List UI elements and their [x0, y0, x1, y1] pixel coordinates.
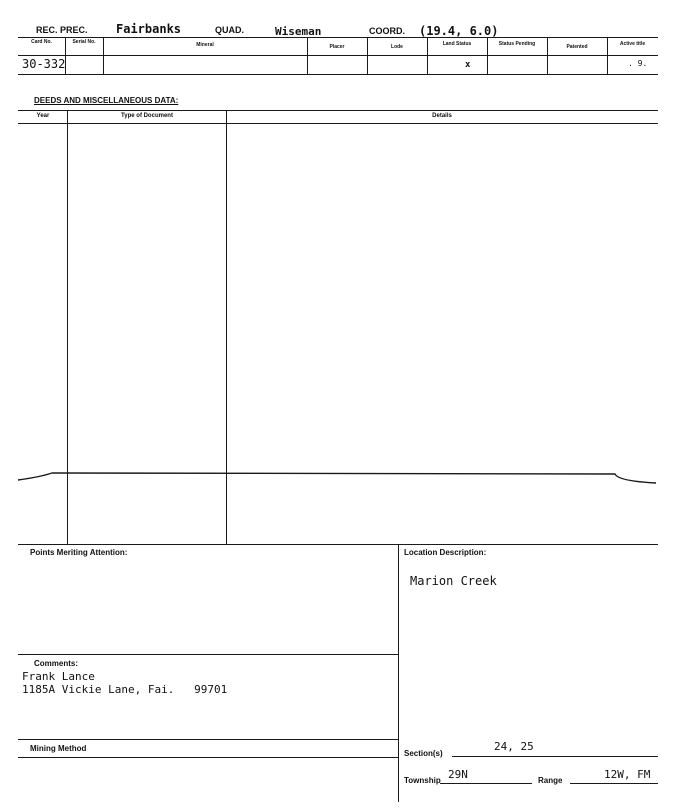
header-bottom-rule: [18, 74, 658, 75]
mining-label: Mining Method: [30, 744, 87, 753]
comments-line-1: Frank Lance: [22, 670, 95, 683]
col-mineral: Mineral: [196, 42, 214, 48]
rec-prec-value: Fairbanks: [116, 22, 182, 36]
mining-top-rule: [18, 739, 398, 740]
col-serial-no: Serial No.: [72, 39, 96, 45]
mining-bottom-rule: [18, 757, 398, 758]
comments-label: Comments:: [34, 659, 79, 668]
col-year: Year: [36, 113, 50, 119]
col-active-title: Active title: [619, 41, 646, 47]
township-value: 29N: [448, 768, 468, 781]
header-mid-rule: [18, 55, 658, 56]
col-card-no: Card No.: [31, 39, 52, 45]
quad-label: QUAD.: [215, 25, 244, 35]
location-label: Location Description:: [404, 548, 487, 557]
coord-value: (19.4, 6.0): [419, 24, 499, 38]
header-divider: [367, 37, 368, 74]
active-title-value: . 9.: [628, 59, 648, 68]
col-type-of-document: Type of Document: [121, 113, 173, 119]
col-placer: Placer: [329, 44, 345, 50]
bottom-divider: [398, 544, 399, 802]
deeds-top-rule: [18, 110, 658, 111]
rec-prec-label: REC. PREC.: [36, 25, 88, 35]
comments-line-2: 1185A Vickie Lane, Fai. 99701: [22, 683, 228, 696]
deeds-section-title: DEEDS AND MISCELLANEOUS DATA:: [34, 96, 179, 105]
township-label: Township: [404, 776, 441, 785]
range-value: 12W, FM: [604, 768, 651, 781]
range-label: Range: [538, 776, 563, 785]
col-status-pending: Status Pending: [498, 41, 536, 47]
points-label: Points Meriting Attention:: [30, 548, 128, 557]
col-land-status: Land Status: [442, 41, 472, 47]
section-label: Section(s): [404, 749, 443, 758]
comments-top-rule: [18, 654, 398, 655]
header-top-rule: [18, 37, 658, 38]
header-divider: [307, 37, 308, 74]
section-value: 24, 25: [494, 740, 534, 753]
col-details: Details: [432, 113, 452, 119]
deeds-header-rule: [18, 123, 658, 124]
col-lode: Lode: [391, 44, 403, 50]
deeds-bottom-rule: [18, 544, 658, 545]
coord-label: COORD.: [369, 26, 405, 36]
section-underline: [452, 756, 658, 757]
township-underline: [440, 783, 532, 784]
page-splice-line: [0, 465, 678, 495]
location-value: Marion Creek: [410, 574, 497, 588]
card-no-value: 30-332: [22, 57, 66, 71]
col-patented: Patented: [566, 44, 588, 50]
quad-value: Wiseman: [275, 25, 322, 38]
header-divider: [547, 37, 548, 74]
land-status-value: x: [465, 60, 471, 70]
range-underline: [570, 783, 658, 784]
